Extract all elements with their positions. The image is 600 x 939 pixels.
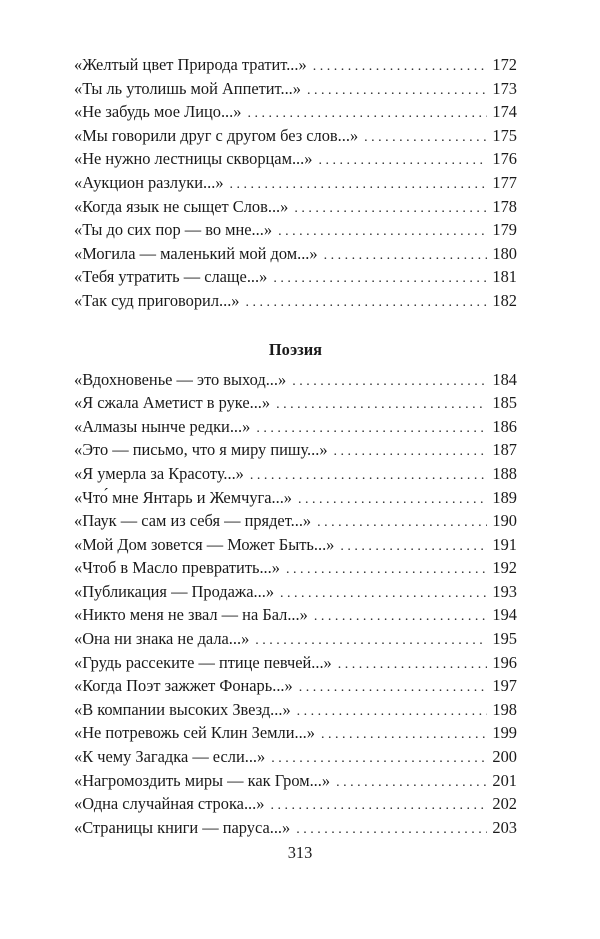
toc-entry-title: «Грудь рассеките — птице певчей...» (74, 652, 332, 672)
toc-entry (74, 651, 517, 675)
toc-entry (74, 745, 517, 769)
dot-leader (247, 102, 487, 126)
toc-entry (74, 769, 517, 793)
dot-leader (334, 440, 487, 464)
toc-entry-page: 188 (492, 463, 517, 483)
toc-entry-page: 177 (492, 172, 517, 192)
dot-leader (318, 149, 487, 173)
dot-leader (276, 393, 487, 417)
toc-entry-title: «Так суд приговорил...» (74, 290, 240, 310)
toc-entry-page: 195 (492, 629, 517, 649)
dot-leader (246, 291, 488, 315)
toc-entry (74, 391, 517, 415)
toc-entry-title: «Ты до сих пор — во мне...» (74, 220, 273, 240)
toc-entry-page: 193 (492, 581, 517, 601)
toc-entry (74, 674, 517, 698)
toc-entry-page: 189 (492, 487, 517, 507)
toc-entry-title: «Когда Поэт зажжет Фонарь...» (74, 676, 293, 696)
dot-leader (324, 244, 487, 268)
toc-entry-page: 196 (492, 652, 517, 672)
toc-entry-title: «Мы говорили друг с другом без слов...» (74, 125, 359, 145)
toc-entry (74, 53, 517, 77)
dot-leader (340, 535, 487, 559)
toc-entry-title: «Тебя утратить — слаще...» (74, 267, 268, 287)
toc-entry (74, 438, 517, 462)
toc-entry (74, 242, 517, 266)
dot-leader (250, 464, 487, 488)
dot-leader (321, 723, 487, 747)
dot-leader (313, 55, 487, 79)
toc-entry-page: 180 (492, 243, 517, 263)
toc-entry-page: 186 (492, 416, 517, 436)
toc-entry-title: «Чтоб в Масло превратить...» (74, 558, 280, 578)
dot-leader (297, 700, 487, 724)
dot-leader (338, 653, 487, 677)
toc-entry-page: 194 (492, 605, 517, 625)
page-number: 313 (287, 843, 313, 862)
toc-entry (74, 462, 517, 486)
toc-entry-page: 179 (492, 220, 517, 240)
toc-entry-page: 197 (492, 676, 517, 696)
toc-entry-title: «Не забудь мое Лицо...» (74, 102, 242, 122)
toc-entry-page: 203 (492, 817, 517, 837)
toc-entry-title: «Она ни знака не дала...» (74, 629, 250, 649)
toc-entry-title: «Вдохновенье — это выход...» (74, 369, 287, 389)
toc-entry-title: «Не потревожь сей Клин Земли...» (74, 723, 315, 743)
toc-entry (74, 265, 517, 289)
toc-entry-title: «Что́ мне Янтарь и Жемчуга...» (74, 487, 293, 507)
toc-entry-title: «Алмазы нынче редки...» (74, 416, 251, 436)
toc-entry (74, 218, 517, 242)
dot-leader (256, 417, 487, 441)
toc-entry-title: «В компании высоких Звезд...» (74, 699, 291, 719)
dot-leader (255, 629, 487, 653)
toc-entry (74, 533, 517, 557)
toc-entry-page: 185 (492, 393, 517, 413)
toc-entry (74, 627, 517, 651)
toc-entry (74, 792, 517, 816)
toc-entry (74, 289, 517, 313)
toc-entry-page: 175 (492, 125, 517, 145)
toc-entry (74, 816, 517, 840)
toc-entry-title: «Публикация — Продажа...» (74, 581, 275, 601)
toc-entry (74, 195, 517, 219)
toc-entry-title: «Могила — маленький мой дом...» (74, 243, 318, 263)
toc-entry (74, 698, 517, 722)
toc-entry-page: 200 (492, 747, 517, 767)
toc-entry-page: 202 (492, 794, 517, 814)
table-of-contents-page (74, 53, 517, 839)
toc-entry-title: «Я сжала Аметист в руке...» (74, 393, 271, 413)
toc-entry-page: 182 (492, 290, 517, 310)
toc-entry (74, 77, 517, 101)
dot-leader (317, 511, 487, 535)
dot-leader (296, 818, 487, 842)
toc-entry-title: «Когда язык не сыщет Слов...» (74, 196, 289, 216)
toc-entry-title: «Желтый цвет Природа тратит...» (74, 55, 307, 74)
dot-leader (230, 173, 487, 197)
toc-entry-page: 190 (492, 511, 517, 531)
toc-entry-title: «Аукцион разлуки...» (74, 172, 224, 192)
dot-leader (294, 197, 487, 221)
toc-entry-title: «Паук — сам из себя — прядет...» (74, 511, 312, 531)
dot-leader (292, 370, 487, 394)
toc-list-poetry (74, 368, 517, 840)
toc-entry-page: 176 (492, 149, 517, 169)
toc-entry (74, 603, 517, 627)
toc-entry-title: «Ты ль утолишь мой Аппетит...» (74, 78, 301, 98)
dot-leader (286, 558, 487, 582)
dot-leader (307, 79, 487, 103)
toc-entry-title: «Это — письмо, что я миру пишу...» (74, 440, 328, 460)
toc-entry-page: 187 (492, 440, 517, 460)
toc-entry (74, 580, 517, 604)
toc-entry (74, 556, 517, 580)
dot-leader (336, 771, 487, 795)
toc-entry-title: «Я умерла за Красоту...» (74, 463, 244, 483)
toc-entry-page: 198 (492, 699, 517, 719)
toc-entry-title: «Мой Дом зовется — Может Быть...» (74, 534, 335, 554)
toc-entry-page: 199 (492, 723, 517, 743)
toc-entry-title: «Не нужно лестницы скворцам...» (74, 149, 313, 169)
toc-entry-page: 174 (492, 102, 517, 122)
toc-entry (74, 124, 517, 148)
dot-leader (314, 605, 487, 629)
toc-entry-title: «Одна случайная строка...» (74, 794, 265, 814)
toc-entry-page: 184 (492, 369, 517, 389)
toc-entry-page: 191 (492, 534, 517, 554)
dot-leader (271, 747, 487, 771)
dot-leader (364, 126, 487, 150)
toc-entry (74, 147, 517, 171)
toc-entry (74, 486, 517, 510)
dot-leader (273, 267, 487, 291)
toc-entry (74, 415, 517, 439)
toc-entry (74, 100, 517, 124)
toc-entry-title: «К чему Загадка — если...» (74, 747, 266, 767)
toc-entry-page: 201 (492, 770, 517, 790)
toc-entry-page: 172 (492, 55, 517, 74)
dot-leader (299, 676, 487, 700)
toc-entry-page: 173 (492, 78, 517, 98)
toc-entry-page: 181 (492, 267, 517, 287)
toc-entry (74, 721, 517, 745)
dot-leader (270, 794, 487, 818)
dot-leader (298, 488, 487, 512)
toc-list-top (74, 53, 517, 313)
toc-entry-page: 178 (492, 196, 517, 216)
dot-leader (278, 220, 487, 244)
toc-entry-title: «Никто меня не звал — на Бал...» (74, 605, 308, 625)
section-heading: Поэзия (268, 339, 323, 359)
toc-entry-title: «Нагромоздить миры — как Гром...» (74, 770, 331, 790)
toc-entry-title: «Страницы книги — паруса...» (74, 817, 291, 837)
toc-entry-page: 192 (492, 558, 517, 578)
toc-entry (74, 509, 517, 533)
toc-entry (74, 368, 517, 392)
toc-entry (74, 171, 517, 195)
dot-leader (280, 582, 487, 606)
